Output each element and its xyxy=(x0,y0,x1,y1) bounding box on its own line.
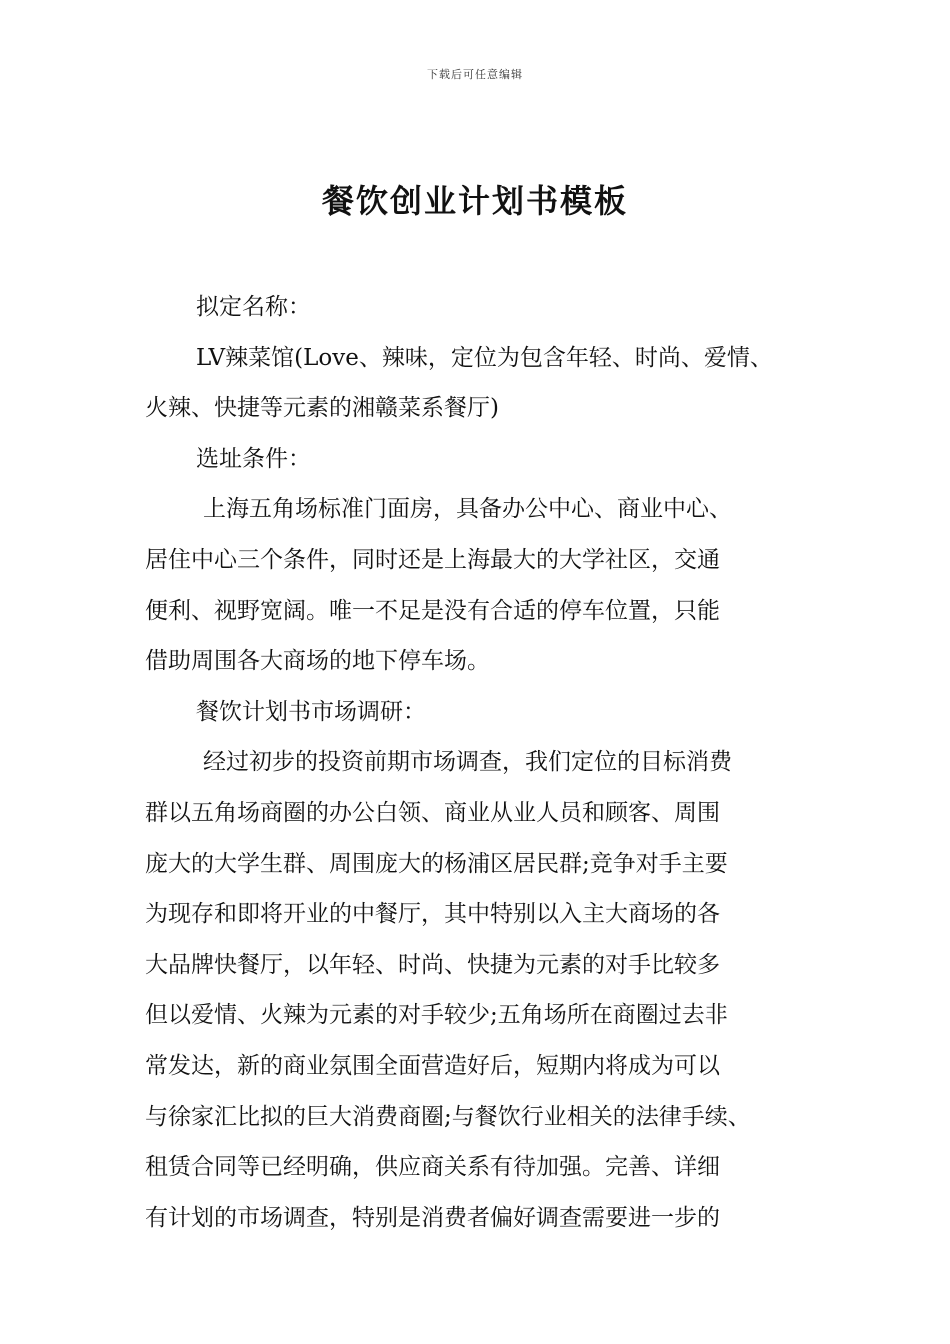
section-label-location: 选址条件： xyxy=(196,445,311,472)
page-header-note: 下载后可任意编辑 xyxy=(427,68,523,81)
paragraph-line: 大品牌快餐厅，以年轻、时尚、快捷为元素的对手比较多 xyxy=(145,951,720,978)
section-label-name: 拟定名称： xyxy=(196,294,311,320)
section-label-market-research: 餐饮计划书市场调研： xyxy=(196,698,426,725)
paragraph-line: 但以爱情、火辣为元素的对手较少;五角场所在商圈过去非 xyxy=(145,1002,728,1029)
paragraph-line: 便利、视野宽阔。唯一不足是没有合适的停车位置，只能 xyxy=(145,597,720,624)
document-body xyxy=(145,282,825,1243)
paragraph-line: 群以五角场商圈的办公白领、商业从业人员和顾客、周围 xyxy=(145,799,720,826)
paragraph-line: 有计划的市场调查，特别是消费者偏好调查需要进一步的 xyxy=(145,1204,720,1231)
paragraph-line: 上海五角场标准门面房，具备办公中心、商业中心、 xyxy=(203,496,732,523)
paragraph-line: 居住中心三个条件，同时还是上海最大的大学社区，交通 xyxy=(145,546,720,573)
paragraph-line: 常发达，新的商业氛围全面营造好后，短期内将成为可以 xyxy=(145,1052,720,1079)
paragraph-line: 经过初步的投资前期市场调查，我们定位的目标消费 xyxy=(203,749,732,776)
paragraph-line: 借助周围各大商场的地下停车场。 xyxy=(145,648,490,675)
document-title: 餐饮创业计划书模板 xyxy=(321,182,628,220)
paragraph-line: 火辣、快捷等元素的湘赣菜系餐厅) xyxy=(145,395,499,422)
paragraph-line: 租赁合同等已经明确，供应商关系有待加强。完善、详细 xyxy=(145,1154,720,1181)
paragraph-line: 庞大的大学生群、周围庞大的杨浦区居民群;竞争对手主要 xyxy=(145,850,728,877)
paragraph-line: 为现存和即将开业的中餐厅，其中特别以入主大商场的各 xyxy=(145,901,720,928)
paragraph-line: 与徐家汇比拟的巨大消费商圈;与餐饮行业相关的法律手续、 xyxy=(145,1103,751,1130)
paragraph-line: LV辣菜馆(Love、辣味，定位为包含年轻、时尚、爱情、 xyxy=(196,344,773,371)
